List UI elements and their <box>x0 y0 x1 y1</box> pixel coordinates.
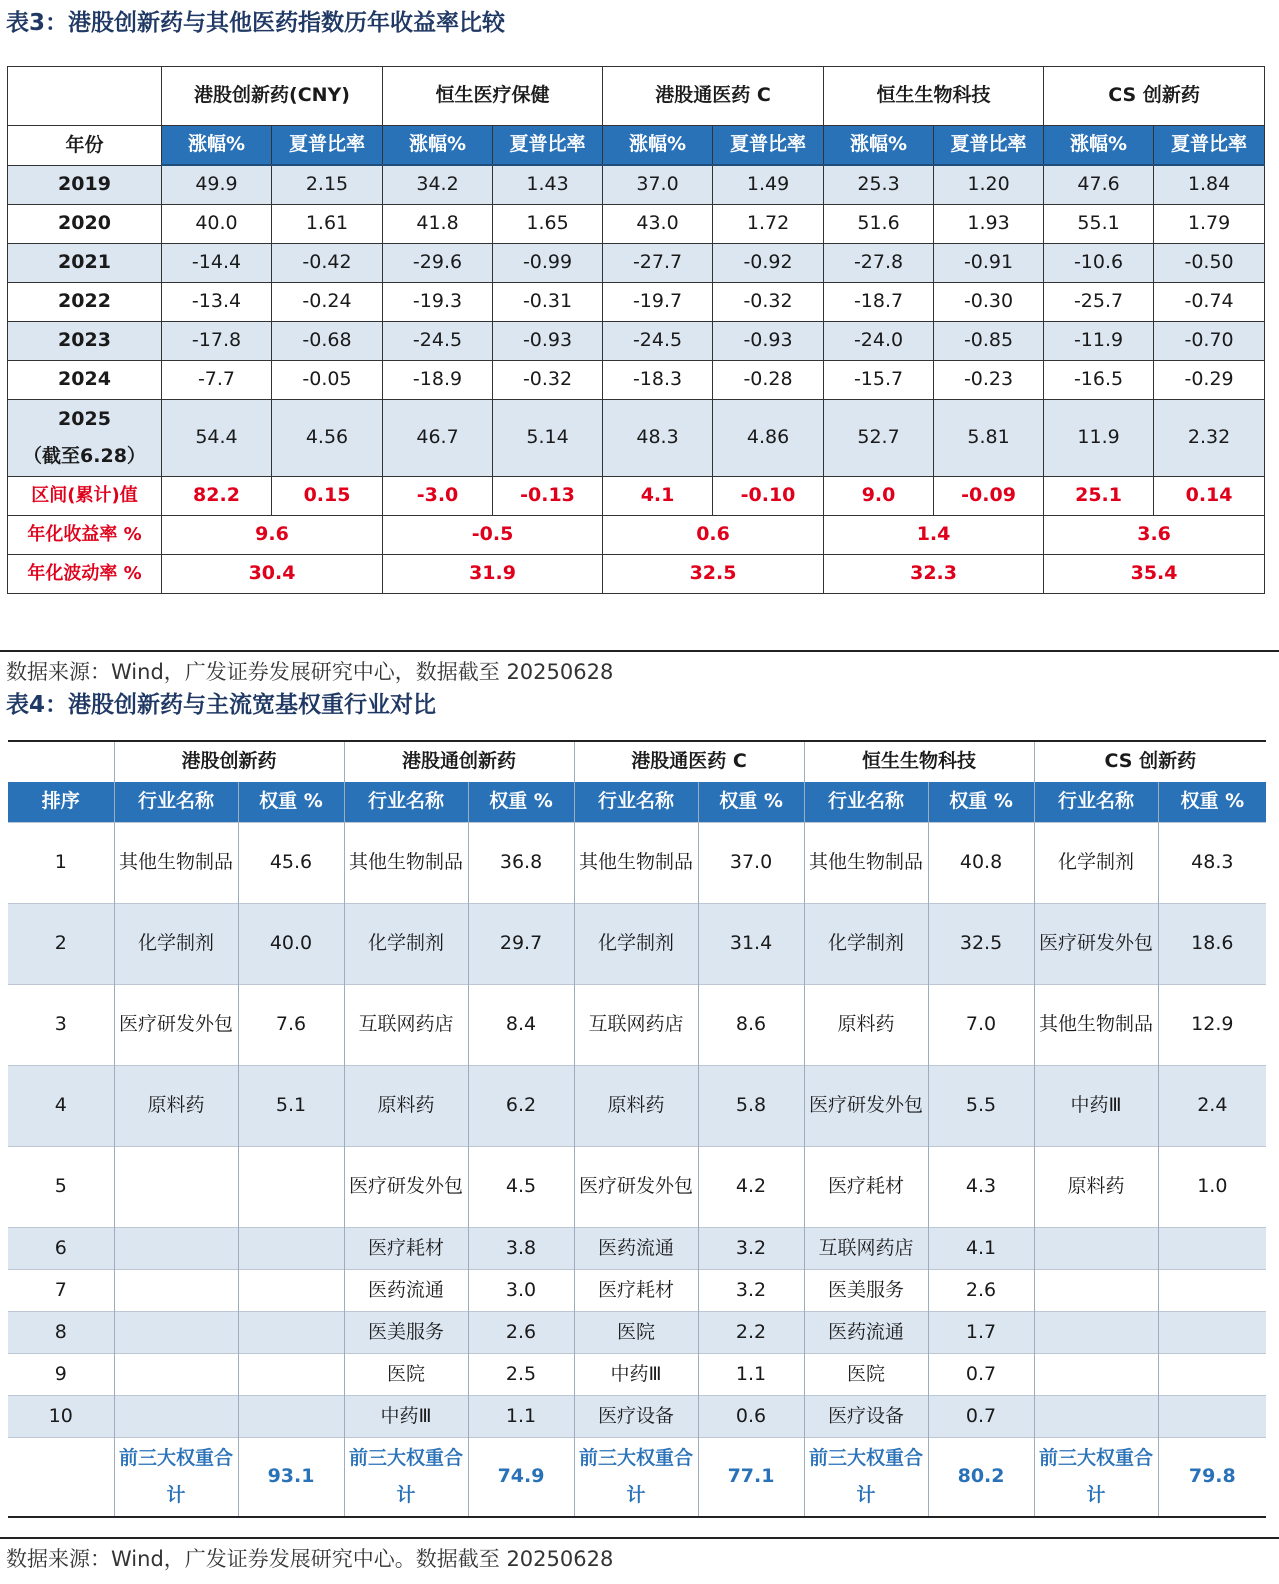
value-cell: 4.1 <box>603 477 713 516</box>
table-row <box>8 904 1266 985</box>
value-cell: 0.6 <box>603 516 824 555</box>
weight-cell: 4.2 <box>698 1147 804 1228</box>
group-header: 港股创新药(CNY) <box>162 67 383 126</box>
value-cell: -0.23 <box>934 361 1044 400</box>
total-value: 74.9 <box>468 1438 574 1518</box>
table4-title: 表4：港股创新药与主流宽基权重行业对比 <box>6 692 437 718</box>
industry-cell: 医疗设备 <box>804 1396 928 1438</box>
value-cell: -7.7 <box>162 361 272 400</box>
industry-cell <box>1034 1228 1158 1270</box>
year-row <box>8 165 1265 205</box>
weight-cell: 48.3 <box>1158 823 1266 904</box>
industry-header: 行业名称 <box>574 782 698 823</box>
value-cell: 35.4 <box>1044 555 1265 594</box>
weight-cell <box>238 1354 344 1396</box>
weight-cell: 6.2 <box>468 1066 574 1147</box>
total-label: 前三大权重合计 <box>114 1438 238 1518</box>
industry-cell: 医疗研发外包 <box>114 985 238 1066</box>
value-cell: -19.7 <box>603 283 713 322</box>
divider <box>0 650 1279 652</box>
value-cell: -29.6 <box>383 244 493 283</box>
value-cell: -0.99 <box>493 244 603 283</box>
value-cell: -17.8 <box>162 322 272 361</box>
total-value: 80.2 <box>928 1438 1034 1518</box>
rank-cell <box>8 1438 114 1518</box>
weight-cell: 40.8 <box>928 823 1034 904</box>
weight-cell <box>238 1312 344 1354</box>
value-cell: 43.0 <box>603 205 713 244</box>
weight-cell: 36.8 <box>468 823 574 904</box>
industry-cell: 中药Ⅲ <box>574 1354 698 1396</box>
industry-cell: 其他生物制品 <box>114 823 238 904</box>
industry-cell: 医疗研发外包 <box>344 1147 468 1228</box>
weight-header: 权重 % <box>468 782 574 823</box>
table3-source: 数据来源：Wind，广发证券发展研究中心，数据截至 20250628 <box>6 660 614 684</box>
industry-cell <box>114 1396 238 1438</box>
rank-cell: 3 <box>8 985 114 1066</box>
industry-cell <box>114 1228 238 1270</box>
weight-cell: 45.6 <box>238 823 344 904</box>
weight-cell: 4.5 <box>468 1147 574 1228</box>
year-row <box>8 322 1265 361</box>
weight-cell <box>238 1228 344 1270</box>
value-cell: 51.6 <box>824 205 934 244</box>
weight-cell <box>238 1147 344 1228</box>
industry-cell: 医疗耗材 <box>804 1147 928 1228</box>
rank-cell: 10 <box>8 1396 114 1438</box>
table-row <box>8 1312 1266 1354</box>
value-cell: -0.85 <box>934 322 1044 361</box>
value-cell: 9.6 <box>162 516 383 555</box>
weight-cell: 2.2 <box>698 1312 804 1354</box>
industry-cell: 互联网药店 <box>344 985 468 1066</box>
group-header: 港股通医药 C <box>603 67 824 126</box>
value-cell: 1.20 <box>934 165 1044 205</box>
industry-cell: 其他生物制品 <box>574 823 698 904</box>
value-cell: -11.9 <box>1044 322 1154 361</box>
value-cell: 34.2 <box>383 165 493 205</box>
value-cell: 1.4 <box>824 516 1044 555</box>
group-header: 恒生生物科技 <box>824 67 1044 126</box>
value-cell: -0.28 <box>713 361 824 400</box>
value-cell: -27.7 <box>603 244 713 283</box>
weight-cell <box>1158 1270 1266 1312</box>
industry-cell: 医疗研发外包 <box>1034 904 1158 985</box>
value-cell: -0.32 <box>713 283 824 322</box>
industry-header: 行业名称 <box>114 782 238 823</box>
industry-cell <box>1034 1354 1158 1396</box>
industry-cell: 化学制剂 <box>804 904 928 985</box>
table-row <box>8 1270 1266 1312</box>
value-cell: -0.70 <box>1154 322 1265 361</box>
year-cell <box>8 205 162 244</box>
value-cell: -25.7 <box>1044 283 1154 322</box>
row-label: 年化波动率 % <box>8 555 162 594</box>
value-cell: -0.68 <box>272 322 383 361</box>
value-cell: 1.43 <box>493 165 603 205</box>
weight-cell: 2.6 <box>468 1312 574 1354</box>
industry-cell: 医美服务 <box>804 1270 928 1312</box>
industry-cell: 医院 <box>344 1354 468 1396</box>
industry-cell: 医疗设备 <box>574 1396 698 1438</box>
value-cell: -19.3 <box>383 283 493 322</box>
weight-cell: 5.8 <box>698 1066 804 1147</box>
weight-cell: 32.5 <box>928 904 1034 985</box>
divider <box>0 1537 1279 1539</box>
rank-cell: 2 <box>8 904 114 985</box>
table3-title: 表3：港股创新药与其他医药指数历年收益率比较 <box>6 10 506 36</box>
value-cell: -0.93 <box>713 322 824 361</box>
table-row <box>8 1066 1266 1147</box>
table-row <box>8 1396 1266 1438</box>
industry-cell: 其他生物制品 <box>1034 985 1158 1066</box>
value-cell: 32.5 <box>603 555 824 594</box>
industry-cell: 医疗研发外包 <box>804 1066 928 1147</box>
weight-header: 权重 % <box>698 782 804 823</box>
returns-table <box>7 66 1265 594</box>
value-cell: 5.14 <box>493 400 603 477</box>
value-cell: -16.5 <box>1044 361 1154 400</box>
industry-cell: 原料药 <box>114 1066 238 1147</box>
weight-cell: 29.7 <box>468 904 574 985</box>
industry-cell: 原料药 <box>804 985 928 1066</box>
value-cell: -0.50 <box>1154 244 1265 283</box>
value-cell: -0.91 <box>934 244 1044 283</box>
row-label: 年化收益率 % <box>8 516 162 555</box>
value-cell: 41.8 <box>383 205 493 244</box>
weight-cell: 40.0 <box>238 904 344 985</box>
industry-cell <box>114 1354 238 1396</box>
group-header: 港股创新药 <box>114 741 344 782</box>
value-cell: 55.1 <box>1044 205 1154 244</box>
value-cell: -0.42 <box>272 244 383 283</box>
year-label: 2025 <box>58 407 111 430</box>
weight-cell: 0.7 <box>928 1354 1034 1396</box>
industry-cell: 其他生物制品 <box>344 823 468 904</box>
total-value: 79.8 <box>1158 1438 1266 1518</box>
value-cell: -10.6 <box>1044 244 1154 283</box>
value-cell: -24.0 <box>824 322 934 361</box>
table-row <box>8 985 1266 1066</box>
value-cell: 2.15 <box>272 165 383 205</box>
value-cell: 4.86 <box>713 400 824 477</box>
industry-cell: 其他生物制品 <box>804 823 928 904</box>
total-row <box>8 1438 1266 1518</box>
value-cell: -0.09 <box>934 477 1044 516</box>
weights-table <box>8 740 1266 1518</box>
year-label: 2022 <box>58 290 111 313</box>
value-cell: -18.7 <box>824 283 934 322</box>
value-cell: -0.24 <box>272 283 383 322</box>
weight-cell: 8.6 <box>698 985 804 1066</box>
sharpe-header: 夏普比率 <box>713 126 824 166</box>
weight-cell: 1.1 <box>468 1396 574 1438</box>
return-header: 涨幅% <box>162 126 272 166</box>
industry-cell: 化学制剂 <box>1034 823 1158 904</box>
industry-header: 行业名称 <box>344 782 468 823</box>
value-cell: 11.9 <box>1044 400 1154 477</box>
value-cell: -0.30 <box>934 283 1044 322</box>
value-cell: 1.61 <box>272 205 383 244</box>
weight-cell: 3.2 <box>698 1270 804 1312</box>
value-cell: 31.9 <box>383 555 603 594</box>
table4-source: 数据来源：Wind，广发证券发展研究中心。数据截至 20250628 <box>6 1547 614 1571</box>
table-row <box>8 1354 1266 1396</box>
value-cell: 1.93 <box>934 205 1044 244</box>
weight-header: 权重 % <box>1158 782 1266 823</box>
value-cell: -18.3 <box>603 361 713 400</box>
total-label: 前三大权重合计 <box>574 1438 698 1518</box>
sharpe-header: 夏普比率 <box>934 126 1044 166</box>
value-cell: -15.7 <box>824 361 934 400</box>
value-cell: 2.32 <box>1154 400 1265 477</box>
value-cell: 1.49 <box>713 165 824 205</box>
value-cell: 40.0 <box>162 205 272 244</box>
value-cell: 1.79 <box>1154 205 1265 244</box>
value-cell: 37.0 <box>603 165 713 205</box>
year-row <box>8 361 1265 400</box>
group-header: 恒生医疗保健 <box>383 67 603 126</box>
industry-cell: 原料药 <box>1034 1147 1158 1228</box>
year-note: （截至6.28） <box>23 445 146 467</box>
group-header: 港股通创新药 <box>344 741 574 782</box>
return-header: 涨幅% <box>383 126 493 166</box>
value-cell: -24.5 <box>383 322 493 361</box>
group-header: CS 创新药 <box>1034 741 1266 782</box>
industry-cell: 医疗耗材 <box>344 1228 468 1270</box>
weight-header: 权重 % <box>928 782 1034 823</box>
industry-cell: 医药流通 <box>574 1228 698 1270</box>
rank-cell: 4 <box>8 1066 114 1147</box>
rank-cell: 9 <box>8 1354 114 1396</box>
value-cell: 30.4 <box>162 555 383 594</box>
year-label: 2024 <box>58 368 111 391</box>
sharpe-header: 夏普比率 <box>272 126 383 166</box>
year-cell <box>8 322 162 361</box>
weight-cell <box>1158 1312 1266 1354</box>
industry-cell: 化学制剂 <box>574 904 698 985</box>
year-label: 2023 <box>58 329 111 352</box>
weight-cell: 5.1 <box>238 1066 344 1147</box>
return-header: 涨幅% <box>603 126 713 166</box>
table-row <box>8 823 1266 904</box>
value-cell: -27.8 <box>824 244 934 283</box>
weight-cell: 1.0 <box>1158 1147 1266 1228</box>
weight-cell: 4.3 <box>928 1147 1034 1228</box>
industry-cell: 原料药 <box>344 1066 468 1147</box>
total-value: 77.1 <box>698 1438 804 1518</box>
return-header: 涨幅% <box>824 126 934 166</box>
industry-cell: 化学制剂 <box>344 904 468 985</box>
year-cell <box>8 244 162 283</box>
weight-cell: 1.7 <box>928 1312 1034 1354</box>
weight-cell: 3.8 <box>468 1228 574 1270</box>
row-label: 区间(累计)值 <box>8 477 162 516</box>
corner-cell <box>8 741 114 782</box>
value-cell: 0.15 <box>272 477 383 516</box>
year-cell <box>8 400 162 477</box>
sharpe-header: 夏普比率 <box>1154 126 1265 166</box>
value-cell: 46.7 <box>383 400 493 477</box>
weight-cell <box>238 1270 344 1312</box>
rank-cell: 8 <box>8 1312 114 1354</box>
year-row <box>8 400 1265 477</box>
cumulative-row <box>8 477 1265 516</box>
weight-cell: 4.1 <box>928 1228 1034 1270</box>
weight-cell: 0.6 <box>698 1396 804 1438</box>
value-cell: 54.4 <box>162 400 272 477</box>
value-cell: 3.6 <box>1044 516 1265 555</box>
weight-cell: 2.6 <box>928 1270 1034 1312</box>
weight-cell: 5.5 <box>928 1066 1034 1147</box>
total-label: 前三大权重合计 <box>1034 1438 1158 1518</box>
industry-cell: 中药Ⅲ <box>344 1396 468 1438</box>
weight-cell: 3.2 <box>698 1228 804 1270</box>
industry-cell: 医药流通 <box>344 1270 468 1312</box>
weight-cell: 2.4 <box>1158 1066 1266 1147</box>
weight-header: 权重 % <box>238 782 344 823</box>
year-label: 2019 <box>58 173 111 196</box>
return-header: 涨幅% <box>1044 126 1154 166</box>
weight-cell: 12.9 <box>1158 985 1266 1066</box>
rank-cell: 5 <box>8 1147 114 1228</box>
value-cell: -0.13 <box>493 477 603 516</box>
value-cell: 25.1 <box>1044 477 1154 516</box>
value-cell: 4.56 <box>272 400 383 477</box>
corner-cell <box>8 67 162 126</box>
industry-cell: 医疗耗材 <box>574 1270 698 1312</box>
weight-cell: 37.0 <box>698 823 804 904</box>
total-label: 前三大权重合计 <box>344 1438 468 1518</box>
value-cell: -0.5 <box>383 516 603 555</box>
year-header: 年份 <box>8 126 162 166</box>
rank-header: 排序 <box>8 782 114 823</box>
weight-cell: 3.0 <box>468 1270 574 1312</box>
industry-header: 行业名称 <box>804 782 928 823</box>
industry-cell <box>114 1312 238 1354</box>
year-row <box>8 205 1265 244</box>
weight-cell: 7.6 <box>238 985 344 1066</box>
sharpe-header: 夏普比率 <box>493 126 603 166</box>
value-cell: -13.4 <box>162 283 272 322</box>
total-value: 93.1 <box>238 1438 344 1518</box>
value-cell: 9.0 <box>824 477 934 516</box>
industry-header: 行业名称 <box>1034 782 1158 823</box>
value-cell: 1.65 <box>493 205 603 244</box>
annual-return-row <box>8 516 1265 555</box>
value-cell: -24.5 <box>603 322 713 361</box>
industry-cell: 医院 <box>804 1354 928 1396</box>
value-cell: -14.4 <box>162 244 272 283</box>
value-cell: 49.9 <box>162 165 272 205</box>
value-cell: 52.7 <box>824 400 934 477</box>
weight-cell <box>1158 1396 1266 1438</box>
industry-cell <box>1034 1270 1158 1312</box>
year-row <box>8 283 1265 322</box>
value-cell: 82.2 <box>162 477 272 516</box>
weight-cell: 0.7 <box>928 1396 1034 1438</box>
group-header: 港股通医药 C <box>574 741 804 782</box>
rank-cell: 1 <box>8 823 114 904</box>
weight-cell <box>238 1396 344 1438</box>
year-cell <box>8 361 162 400</box>
year-cell <box>8 283 162 322</box>
value-cell: -0.74 <box>1154 283 1265 322</box>
weight-cell: 18.6 <box>1158 904 1266 985</box>
industry-cell: 互联网药店 <box>804 1228 928 1270</box>
weight-cell: 7.0 <box>928 985 1034 1066</box>
year-row <box>8 244 1265 283</box>
value-cell: 48.3 <box>603 400 713 477</box>
value-cell: -0.32 <box>493 361 603 400</box>
value-cell: 32.3 <box>824 555 1044 594</box>
year-label: 2020 <box>58 212 111 235</box>
year-label: 2021 <box>58 251 111 274</box>
group-header: CS 创新药 <box>1044 67 1265 126</box>
rank-cell: 6 <box>8 1228 114 1270</box>
rank-cell: 7 <box>8 1270 114 1312</box>
value-cell: -0.92 <box>713 244 824 283</box>
industry-cell: 医药流通 <box>804 1312 928 1354</box>
weight-cell: 1.1 <box>698 1354 804 1396</box>
industry-cell <box>1034 1312 1158 1354</box>
industry-cell <box>114 1147 238 1228</box>
industry-cell: 医院 <box>574 1312 698 1354</box>
weight-cell: 2.5 <box>468 1354 574 1396</box>
industry-cell: 互联网药店 <box>574 985 698 1066</box>
value-cell: 25.3 <box>824 165 934 205</box>
value-cell: -0.10 <box>713 477 824 516</box>
value-cell: -18.9 <box>383 361 493 400</box>
industry-cell <box>114 1270 238 1312</box>
industry-cell: 医疗研发外包 <box>574 1147 698 1228</box>
total-label: 前三大权重合计 <box>804 1438 928 1518</box>
value-cell: 47.6 <box>1044 165 1154 205</box>
weight-cell: 31.4 <box>698 904 804 985</box>
weight-cell <box>1158 1228 1266 1270</box>
industry-cell: 中药Ⅲ <box>1034 1066 1158 1147</box>
value-cell: -0.93 <box>493 322 603 361</box>
table-row <box>8 1228 1266 1270</box>
weight-cell: 8.4 <box>468 985 574 1066</box>
annual-vol-row <box>8 555 1265 594</box>
industry-cell <box>1034 1396 1158 1438</box>
group-header: 恒生生物科技 <box>804 741 1034 782</box>
weight-cell <box>1158 1354 1266 1396</box>
value-cell: 0.14 <box>1154 477 1265 516</box>
table-row <box>8 1147 1266 1228</box>
value-cell: 5.81 <box>934 400 1044 477</box>
value-cell: -0.31 <box>493 283 603 322</box>
value-cell: -3.0 <box>383 477 493 516</box>
year-cell <box>8 165 162 205</box>
industry-cell: 化学制剂 <box>114 904 238 985</box>
industry-cell: 原料药 <box>574 1066 698 1147</box>
value-cell: 1.84 <box>1154 165 1265 205</box>
value-cell: 1.72 <box>713 205 824 244</box>
industry-cell: 医美服务 <box>344 1312 468 1354</box>
value-cell: -0.29 <box>1154 361 1265 400</box>
value-cell: -0.05 <box>272 361 383 400</box>
